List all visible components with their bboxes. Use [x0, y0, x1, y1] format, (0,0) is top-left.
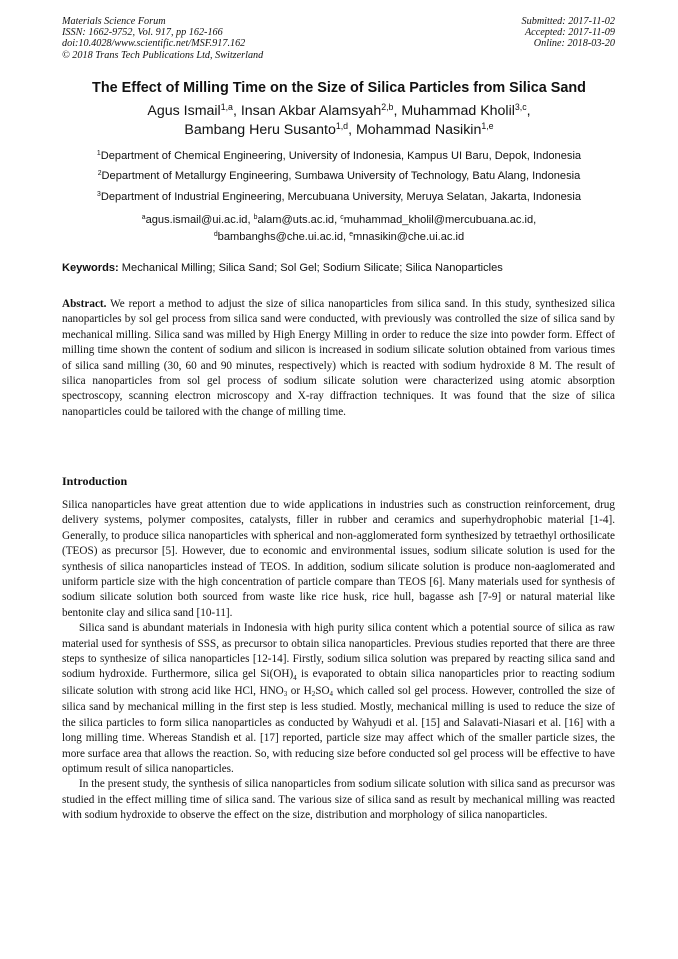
paragraph-text: or H	[287, 684, 312, 697]
author-affiliation-marker: 1,e	[481, 121, 494, 132]
accepted-date: Accepted: 2017-11-09	[524, 27, 615, 39]
paragraph-text: is evaporated to obtain silica nanoparticles prior to reacting sodium silicate solution with strong acid like HCl, HNO	[62, 668, 615, 697]
abstract	[62, 297, 615, 420]
affiliation-text: Department of Metallurgy Engineering, Sumbawa University of Technology, Batu Alang, Indonesia	[101, 170, 581, 182]
paragraph: In the present study, the synthesis of silica nanoparticles from sodium silicate solution with silica sand as precursor was studied in the effect milling time of silica sand. The various size of silica sand as result by mechanical milling was reacted with sodium hydroxide to observe the effect on the size, distribution and morphology of silica nanoparticles.	[62, 778, 615, 822]
email-line	[0, 213, 678, 230]
affiliation-text: Department of Chemical Engineering, University of Indonesia, Kampus UI Baru, Depok, Indonesia	[100, 150, 582, 162]
author-separator: ,	[348, 122, 356, 138]
keywords	[62, 262, 615, 274]
author-affiliation-marker: 1,d	[335, 121, 349, 132]
introduction-body	[62, 498, 615, 824]
author-affiliation-marker: 1,a	[220, 102, 233, 113]
abstract-text: We report a method to adjust the size of silica nanoparticles from silica sand. In this study, synthesized silica nanoparticles by sol gel process from silica sand were conducted, with previously was controlled the size of silica sand by mechanical milling. Silica sand was milled by High Energy Milling in order to reduce the size into powder form. Effect of milling time shown the content of sodium and silicon is increased in sodium silicate solution obtained from various times of silica sand milling (30, 60 and 90 minutes, respectively) which is reacted with sodium hydroxide 8 M. The result of silica nanoparticles from sol gel process of sodium silicate solution were characterized using atomic absorption spectroscopy, scanning electron microscopy and X-ray diffraction techniques. It was found that the size of silica nanoparticles could be tailored with the change of milling time.	[62, 298, 615, 418]
copyright: © 2018 Trans Tech Publications Ltd, Switzerland	[62, 49, 264, 61]
affiliation-text: Department of Industrial Engineering, Mercubuana University, Meruya Selatan, Jakarta, Indonesia	[100, 191, 581, 203]
journal-info	[62, 16, 263, 61]
author-separator: ,	[393, 103, 402, 119]
email-marker: e	[349, 230, 354, 238]
chemical-subscript: 4	[293, 673, 297, 682]
email-marker: d	[213, 230, 218, 238]
author-name: Bambang Heru Susanto	[184, 122, 336, 138]
email-marker: c	[340, 214, 344, 222]
paper-title: The Effect of Milling Time on the Size of Silica Particles from Silica Sand	[92, 80, 586, 96]
author-name: Insan Akbar Alamsyah	[240, 103, 382, 119]
paragraph-text: Silica sand is abundant materials in Indonesia with high purity silica content which a potential source of silica as raw material used for synthesis of SSS, as precursor to obtain silica nanoparticles. Previous studies reported that there are three steps to synthesize of silica nanoparticles [12-14]. Firstly, sodium silica solution was prepared by reacting silica sand and sodium hydroxide. Furthermore, silica gel Si(OH)	[62, 622, 615, 681]
affiliation-marker: 2	[97, 170, 102, 178]
keywords-text: Mechanical Milling; Silica Sand; Sol Gel; Sodium Silicate; Silica Nanoparticles	[118, 262, 503, 274]
keywords-label: Keywords:	[62, 262, 119, 274]
email-address: bambanghs@che.ui.ac.id,	[217, 230, 350, 243]
chemical-subscript: 3	[283, 689, 288, 698]
author-separator: ,	[232, 103, 241, 119]
author-separator: ,	[526, 103, 531, 119]
author-list	[0, 102, 678, 140]
email-marker: b	[253, 214, 258, 222]
author-line	[0, 121, 678, 140]
paragraph-text: SO	[315, 684, 330, 697]
author-name: Muhammad Kholil	[401, 103, 515, 119]
email-address: muhammad_kholil@mercubuana.ac.id,	[343, 214, 537, 226]
paragraph: Silica nanoparticles have great attention due to wide applications in industries such as construction reinforcement, drug delivery systems, polymer composites, catalysts, filler in rubber and ceramics and superhydrophobic material [1-4]. Generally, to produce silica nanoparticles with spherical and non-agglomerated form synthesized by tetraethyl orthosilicate (TEOS) as precursor [5]. However, due to economic and environmental issues, sodium silicate solution is used for the synthesis of silica nanoparticles instead of TEOS. In addition, sodium silicate solution is produce non-aaglomerated and uniform particle size with the high concentration of particle compare than TEOS [6]. Many materials used for synthesis of sodium silicate solution both sourced from waste like rice husk, rice hull, bagasse ash [7-9] or natural material like bentonite clay and silica sand [10-11].	[62, 499, 615, 619]
online-date: Online: 2018-03-20	[533, 38, 615, 50]
doi: doi:10.4028/www.scientific.net/MSF.917.162	[62, 38, 246, 50]
author-name: Agus Ismail	[147, 103, 221, 119]
chemical-subscript: 4	[329, 689, 334, 698]
author-affiliation-marker: 3,c	[514, 102, 527, 113]
author-affiliation-marker: 2,b	[381, 102, 394, 113]
submitted-date: Submitted: 2017-11-02	[521, 16, 615, 27]
abstract-label: Abstract.	[62, 298, 107, 310]
journal-name: Materials Science Forum	[62, 16, 166, 27]
affiliation	[0, 191, 678, 203]
email-address: agus.ismail@ui.ac.id,	[145, 214, 254, 226]
affiliation	[0, 150, 678, 162]
issn-volume: ISSN: 1662-9752, Vol. 917, pp 162-166	[62, 27, 223, 39]
email-address: alam@uts.ac.id,	[257, 214, 341, 226]
paragraph	[62, 621, 615, 777]
affiliation	[0, 170, 678, 182]
introduction-heading: Introduction	[62, 474, 128, 488]
affiliation-marker: 1	[96, 150, 101, 158]
email-line	[0, 230, 678, 247]
author-line	[0, 102, 678, 121]
author-name: Mohammad Nasikin	[355, 122, 482, 138]
email-address: mnasikin@che.ui.ac.id	[353, 230, 465, 243]
paragraph-text: which called sol gel process. However, controlled the size of silica sand by mechanical milling in the first step is less studied. Mostly, mechanical milling is used to reduce the size of the silica particles to form silica nanoparticles as conducted by Wahyudi et al. [15] and Salavati-Niasari et al. [16] with a long milling time. Whereas Standish et al. [17] reported, particle size may affect which of the smaller particle sizes, the more surface area that allows the reaction. So, with reducing size before conducted sol gel process will be effective to have optimum result of silica nanoparticles.	[62, 684, 615, 775]
affiliation-marker: 3	[97, 191, 101, 199]
email-marker: a	[141, 214, 146, 222]
chemical-subscript: 2	[311, 689, 316, 698]
author-emails	[0, 213, 678, 246]
publication-dates	[522, 16, 615, 50]
